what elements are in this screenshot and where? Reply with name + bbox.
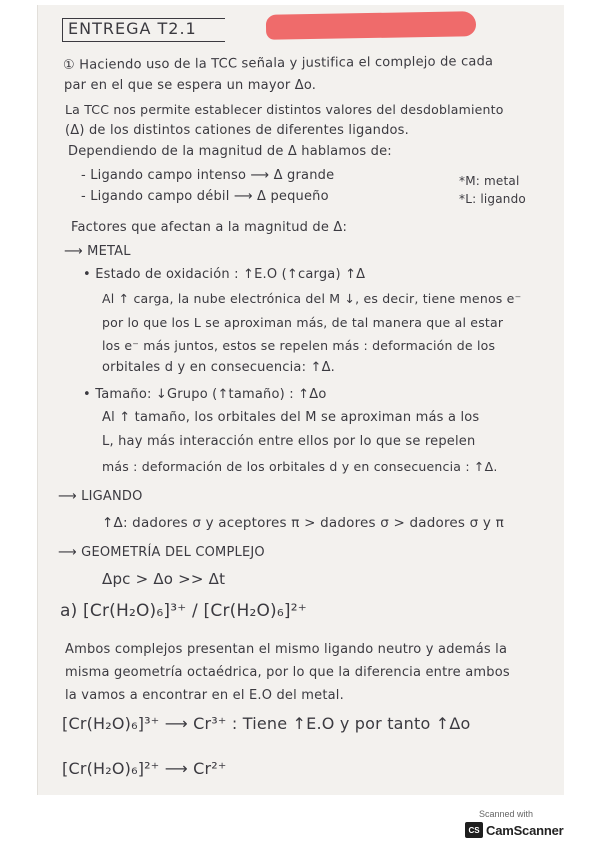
formula-line: [Cr(H₂O)₆]²⁺ ⟶ Cr²⁺ (62, 759, 227, 778)
scanned-with-label: Scanned with (479, 809, 534, 819)
text-line: Al ↑ tamaño, los orbitales del M se aproximan más a los (102, 410, 480, 425)
scanned-page (37, 5, 564, 795)
note-line: *L: ligando (459, 192, 526, 206)
text-line: Factores que afectan a la magnitud de Δ: (71, 220, 348, 235)
page-title: ENTREGA T2.1 (68, 19, 197, 38)
text-line: más : deformación de los orbitales d y en consecuencia : ↑Δ. (102, 459, 498, 474)
text-line: L, hay más interacción entre ellos por lo que se repelen (102, 434, 476, 449)
text-line: • Tamaño: ↓Grupo (↑tamaño) : ↑Δo (83, 387, 327, 402)
text-line: par en el que se espera un mayor Δo. (64, 78, 317, 93)
text-line: Δpc > Δo >> Δt (102, 570, 226, 588)
camscanner-name: CamScanner (486, 822, 564, 838)
text-line: misma geometría octaédrica, por lo que la diferencia entre ambos (65, 665, 510, 680)
text-line: ① Haciendo uso de la TCC señala y justifica el complejo de cada (62, 54, 494, 73)
camscanner-logo-icon: CS (465, 822, 483, 838)
redaction-mark (266, 11, 476, 40)
text-line: los e⁻ más juntos, estos se repelen más : deformación de los (102, 338, 496, 353)
formula-line: a) [Cr(H₂O)₆]³⁺ / [Cr(H₂O)₆]²⁺ (60, 601, 307, 621)
text-line: la vamos a encontrar en el E.O del metal. (65, 688, 344, 703)
text-line: Al ↑ carga, la nube electrónica del M ↓, es decir, tiene menos e⁻ (102, 291, 522, 306)
section-heading: ⟶ METAL (64, 244, 131, 259)
text-line: • Estado de oxidación : ↑E.O (↑carga) ↑Δ (83, 267, 366, 282)
section-heading: ⟶ LIGANDO (58, 489, 143, 504)
text-line: La TCC nos permite establecer distintos valores del desdoblamiento (65, 102, 504, 117)
text-line: ↑Δ: dadores σ y aceptores π > dadores σ > dadores σ y π (102, 515, 504, 531)
formula-line: [Cr(H₂O)₆]³⁺ ⟶ Cr³⁺ : Tiene ↑E.O y por tanto ↑Δo (62, 714, 471, 733)
text-line: (Δ) de los distintos cationes de diferentes ligandos. (65, 123, 409, 138)
text-line: Ambos complejos presentan el mismo ligando neutro y además la (65, 642, 508, 657)
camscanner-badge (465, 809, 585, 841)
text-line: Dependiendo de la magnitud de Δ hablamos de: (68, 144, 392, 159)
text-line: orbitales d y en consecuencia: ↑Δ. (102, 360, 336, 375)
text-line: - Ligando campo intenso ⟶ Δ grande (81, 168, 335, 183)
note-line: *M: metal (459, 174, 520, 188)
section-heading: ⟶ GEOMETRÍA DEL COMPLEJO (58, 545, 265, 560)
text-line: por lo que los L se aproximan más, de tal manera que al estar (102, 315, 504, 330)
text-line: - Ligando campo débil ⟶ Δ pequeño (81, 189, 329, 204)
